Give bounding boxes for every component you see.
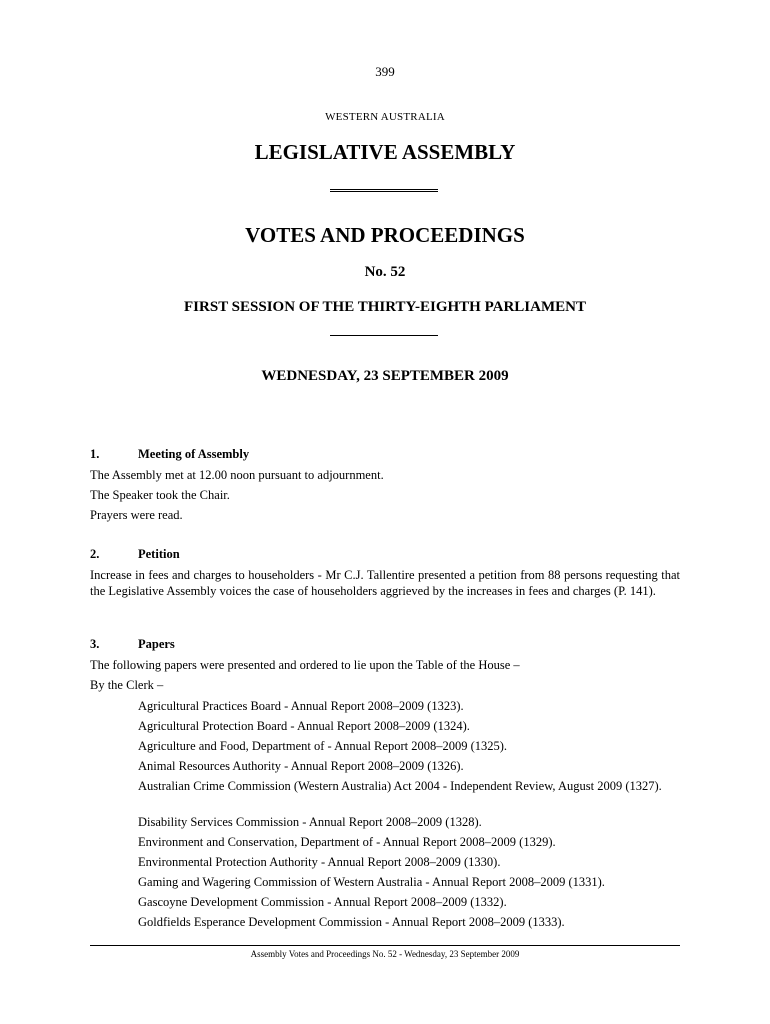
- document-number: No. 52: [364, 264, 406, 280]
- sitting-date: WEDNESDAY, 23 SEPTEMBER 2009: [261, 368, 509, 384]
- papers-by: By the Clerk –: [90, 678, 164, 692]
- paper-entry: Disability Services Commission - Annual Report 2008–2009 (1328).: [138, 815, 482, 829]
- page-number: 399: [375, 64, 395, 79]
- item-heading-papers: [90, 637, 175, 652]
- paper-entry: Agriculture and Food, Department of - Annual Report 2008–2009 (1325).: [138, 739, 508, 753]
- session-divider: [330, 335, 438, 336]
- item-number: 2.: [90, 547, 100, 561]
- petition-paragraph: Increase in fees and charges to householders - Mr C.J. Tallentire presented a petition from 88 persons requesting that the Legislative Assembly voices the case of householders aggrieved by the increases in fees and charges (P. 141).: [90, 568, 680, 598]
- footer-divider: [90, 945, 680, 946]
- paper-entry: Agricultural Protection Board - Annual Report 2008–2009 (1324).: [138, 719, 470, 733]
- paper-entry: Gaming and Wagering Commission of Western Australia - Annual Report 2008–2009 (1331).: [138, 875, 605, 889]
- item-number: 3.: [90, 637, 100, 651]
- item-heading-meeting: [90, 447, 249, 462]
- paper-entry: Australian Crime Commission (Western Australia) Act 2004 - Independent Review, August 2009 (1327).: [138, 779, 662, 793]
- item-number: 1.: [90, 447, 100, 461]
- paper-entry: Goldfields Esperance Development Commission - Annual Report 2008–2009 (1333).: [138, 915, 565, 929]
- paper-entry: Animal Resources Authority - Annual Report 2008–2009 (1326).: [138, 759, 464, 773]
- state-name: WESTERN AUSTRALIA: [325, 111, 445, 123]
- item-title: Meeting of Assembly: [138, 447, 250, 461]
- paper-entry: Agricultural Practices Board - Annual Report 2008–2009 (1323).: [138, 699, 464, 713]
- meeting-line: The Speaker took the Chair.: [90, 488, 230, 502]
- paper-entry: Environmental Protection Authority - Annual Report 2008–2009 (1330).: [138, 855, 501, 869]
- house-title: LEGISLATIVE ASSEMBLY: [254, 140, 516, 164]
- title-divider: [330, 189, 438, 192]
- item-heading-petition: [90, 547, 180, 562]
- meeting-line: The Assembly met at 12.00 noon pursuant to adjournment.: [90, 468, 384, 482]
- session-title: FIRST SESSION OF THE THIRTY-EIGHTH PARLIAMENT: [184, 299, 586, 315]
- papers-intro: The following papers were presented and ordered to lie upon the Table of the House –: [90, 658, 520, 672]
- paper-entry: Environment and Conservation, Department of - Annual Report 2008–2009 (1329).: [138, 835, 556, 849]
- item-title: Papers: [138, 637, 175, 651]
- page-footer: Assembly Votes and Proceedings No. 52 - Wednesday, 23 September 2009: [250, 949, 520, 959]
- item-title: Petition: [138, 547, 180, 561]
- document-title: VOTES AND PROCEEDINGS: [245, 223, 525, 247]
- paper-entry: Gascoyne Development Commission - Annual Report 2008–2009 (1332).: [138, 895, 507, 909]
- meeting-line: Prayers were read.: [90, 508, 183, 522]
